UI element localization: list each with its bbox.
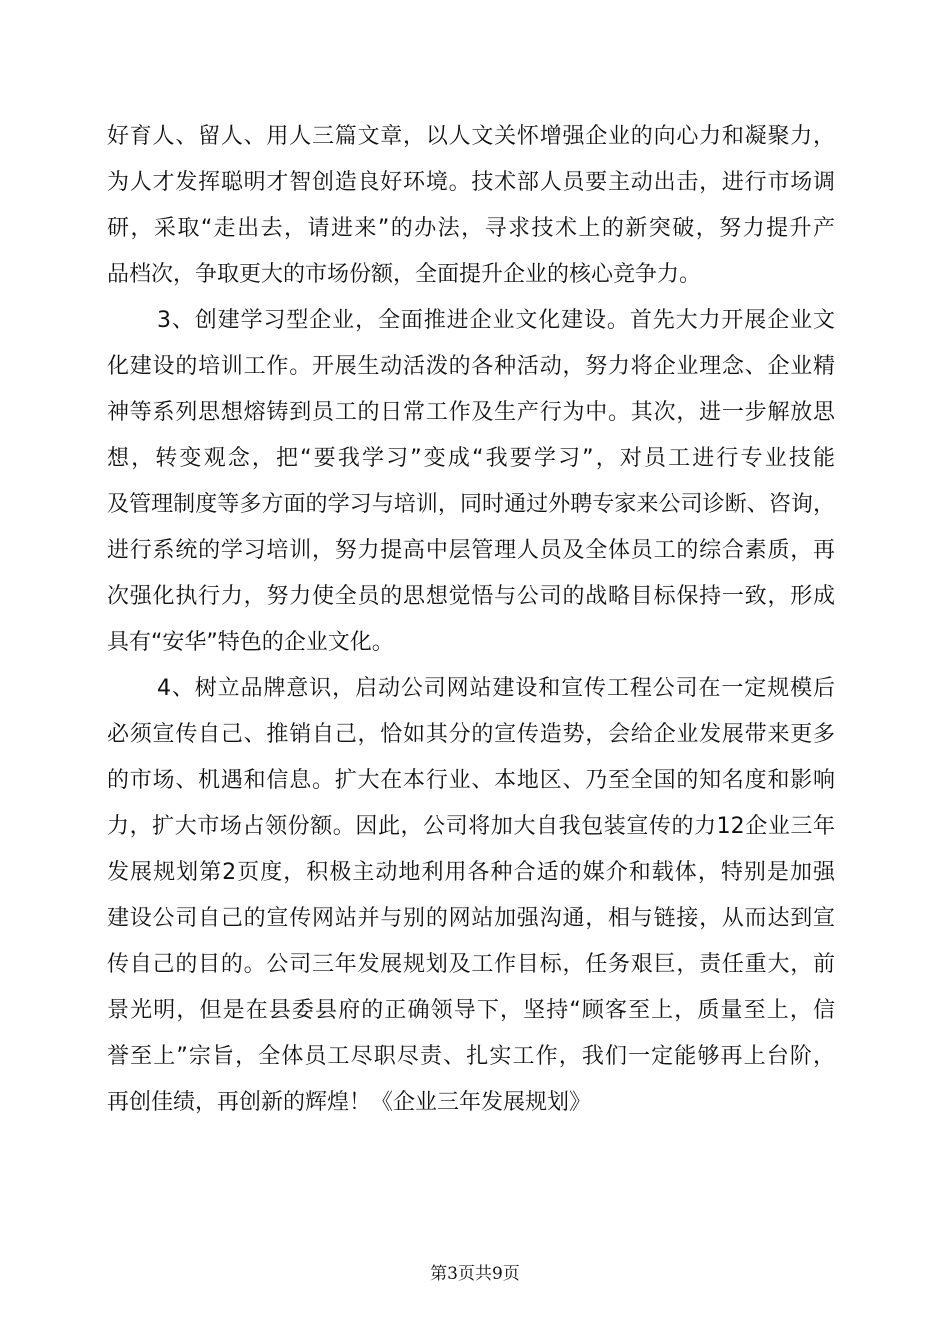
text-line: 景光明，但是在县委县府的正确领导下，坚持“顾客至上，质量至上，信: [107, 998, 835, 1023]
text-line: 进行系统的学习培训，努力提高中层管理人员及全体员工的综合素质，再: [107, 538, 835, 563]
text-line: 好育人、留人、用人三篇文章，以人文关怀增强企业的向心力和凝聚力，: [107, 124, 835, 149]
text-line: 想，转变观念，把“要我学习”变成“我要学习”，对员工进行专业技能: [107, 446, 835, 471]
document-body: [107, 114, 835, 1126]
paragraph-3: [107, 666, 835, 1126]
text-line: 3、创建学习型企业，全面推进企业文化建设。首先大力开展企业文: [157, 308, 835, 333]
text-line: 再创佳绩，再创新的辉煌！《企业三年发展规划》: [107, 1090, 592, 1115]
text-line: 化建设的培训工作。开展生动活泼的各种活动，努力将企业理念、企业精: [107, 354, 835, 379]
text-line: 具有“安华”特色的企业文化。: [107, 630, 394, 655]
text-line: 发展规划第2页度，积极主动地利用各种合适的媒介和载体，特别是加强: [107, 860, 835, 885]
page-number: 第3页共9页: [430, 1264, 520, 1284]
text-line: 研，采取“走出去，请进来”的办法，寻求技术上的新突破，努力提升产: [107, 216, 835, 241]
text-line: 的市场、机遇和信息。扩大在本行业、本地区、乃至全国的知名度和影响: [107, 768, 835, 793]
text-line: 品档次，争取更大的市场份额，全面提升企业的核心竞争力。: [107, 262, 702, 287]
text-line: 次强化执行力，努力使全员的思想觉悟与公司的战略目标保持一致，形成: [107, 584, 835, 609]
text-line: 传自己的目的。公司三年发展规划及工作目标，任务艰巨，责任重大，前: [107, 952, 835, 977]
paragraph-1: [107, 114, 835, 298]
paragraph-2: [107, 298, 835, 666]
text-line: 神等系列思想熔铸到员工的日常工作及生产行为中。其次，进一步解放思: [107, 400, 835, 425]
text-line: 建设公司自己的宣传网站并与别的网站加强沟通，相与链接，从而达到宣: [107, 906, 835, 931]
text-line: 及管理制度等多方面的学习与培训，同时通过外聘专家来公司诊断、咨询，: [107, 492, 835, 517]
text-line: 为人才发挥聪明才智创造良好环境。技术部人员要主动出击，进行市场调: [107, 170, 835, 195]
text-line: 力，扩大市场占领份额。因此，公司将加大自我包装宣传的力12企业三年: [107, 814, 835, 839]
text-line: 誉至上”宗旨，全体员工尽职尽责、扎实工作，我们一定能够再上台阶，: [107, 1044, 835, 1069]
text-line: 必须宣传自己、推销自己，恰如其分的宣传造势，会给企业发展带来更多: [107, 722, 835, 747]
text-line: 4、树立品牌意识，启动公司网站建设和宣传工程公司在一定规模后: [157, 676, 835, 701]
